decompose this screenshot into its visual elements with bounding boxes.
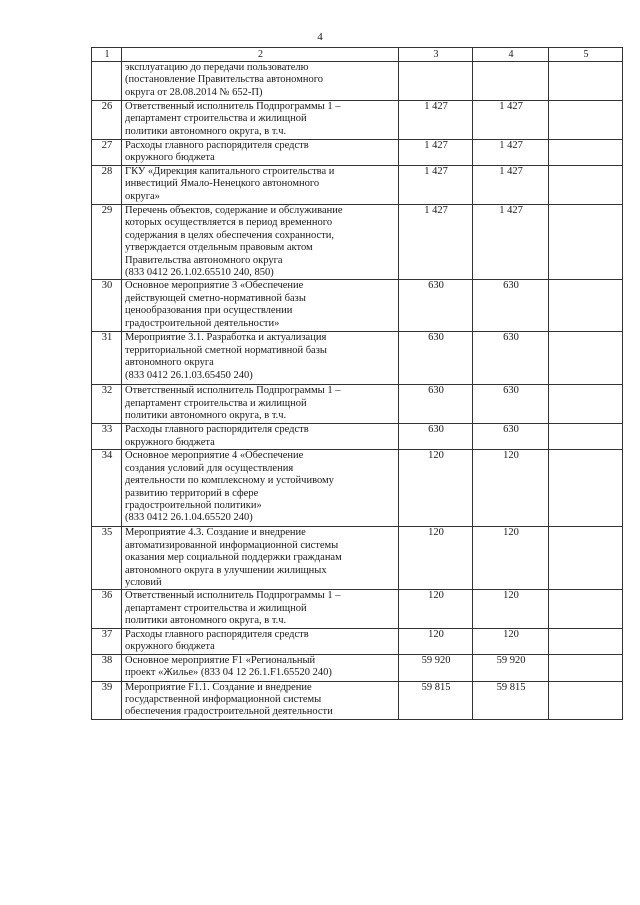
column-4-value: 1 427 <box>473 101 549 140</box>
column-5-value <box>549 140 623 166</box>
table-row <box>92 450 623 527</box>
row-description: Расходы главного распорядителя средств окружного бюджета <box>122 628 399 654</box>
column-5-value <box>549 332 623 385</box>
row-number: 36 <box>92 590 122 628</box>
table-row <box>92 385 623 424</box>
header-cell: 4 <box>473 48 549 62</box>
column-5-value <box>549 590 623 628</box>
column-5-value <box>549 62 623 101</box>
table-row <box>92 527 623 590</box>
row-description: Перечень объектов, содержание и обслуживание которых осуществляется в период временного содержания в целях обеспечения сохранности, утверждается отдельным правовым актом Правительства автономного округа (833 0412 26.1.02.65510 240, 850) <box>122 205 399 280</box>
row-number: 31 <box>92 332 122 385</box>
table-row <box>92 101 623 140</box>
table-header-row <box>92 48 623 62</box>
column-3-value: 630 <box>399 424 473 450</box>
row-number: 37 <box>92 628 122 654</box>
column-3-value: 630 <box>399 385 473 424</box>
row-description: Мероприятие 4.3. Создание и внедрение автоматизированной информационной системы оказания мер социальной поддержки гражданам автономного округа в улучшении жилищных условий <box>122 527 399 590</box>
row-number: 33 <box>92 424 122 450</box>
table-row <box>92 140 623 166</box>
table-row <box>92 424 623 450</box>
column-5-value <box>549 424 623 450</box>
column-3-value: 1 427 <box>399 101 473 140</box>
column-3-value: 120 <box>399 628 473 654</box>
header-cell: 3 <box>399 48 473 62</box>
column-5-value <box>549 280 623 332</box>
column-5-value <box>549 628 623 654</box>
row-description: Расходы главного распорядителя средств окружного бюджета <box>122 424 399 450</box>
row-description: Ответственный исполнитель Подпрограммы 1 – департамент строительства и жилищной политики автономного округа, в т.ч. <box>122 590 399 628</box>
table-row <box>92 205 623 280</box>
row-description: эксплуатацию до передачи пользователю (постановление Правительства автономного округа от 28.08.2014 № 652-П) <box>122 62 399 101</box>
row-number: 29 <box>92 205 122 280</box>
row-description: Ответственный исполнитель Подпрограммы 1 – департамент строительства и жилищной политики автономного округа, в т.ч. <box>122 101 399 140</box>
column-4-value <box>473 62 549 101</box>
row-description: ГКУ «Дирекция капитального строительства и инвестиций Ямало-Ненецкого автономного округа» <box>122 166 399 205</box>
column-3-value: 630 <box>399 332 473 385</box>
column-5-value <box>549 101 623 140</box>
column-4-value: 59 920 <box>473 654 549 681</box>
column-4-value: 120 <box>473 628 549 654</box>
column-3-value: 1 427 <box>399 140 473 166</box>
table-row <box>92 62 623 101</box>
row-number: 35 <box>92 527 122 590</box>
column-3-value: 59 920 <box>399 654 473 681</box>
table-row <box>92 332 623 385</box>
column-4-value: 120 <box>473 450 549 527</box>
column-5-value <box>549 527 623 590</box>
column-4-value: 120 <box>473 590 549 628</box>
column-5-value <box>549 205 623 280</box>
row-number: 34 <box>92 450 122 527</box>
column-3-value: 59 815 <box>399 681 473 719</box>
column-5-value <box>549 654 623 681</box>
table-row <box>92 166 623 205</box>
table-row <box>92 280 623 332</box>
column-4-value: 630 <box>473 280 549 332</box>
column-4-value: 59 815 <box>473 681 549 719</box>
page-number: 4 <box>317 31 323 43</box>
row-number: 27 <box>92 140 122 166</box>
header-cell: 2 <box>122 48 399 62</box>
column-5-value <box>549 166 623 205</box>
row-description: Ответственный исполнитель Подпрограммы 1 – департамент строительства и жилищной политики автономного округа, в т.ч. <box>122 385 399 424</box>
column-5-value <box>549 450 623 527</box>
row-number <box>92 62 122 101</box>
row-number: 32 <box>92 385 122 424</box>
row-number: 38 <box>92 654 122 681</box>
row-description: Расходы главного распорядителя средств окружного бюджета <box>122 140 399 166</box>
column-3-value: 1 427 <box>399 166 473 205</box>
column-4-value: 1 427 <box>473 140 549 166</box>
column-4-value: 120 <box>473 527 549 590</box>
row-description: Основное мероприятие 4 «Обеспечение создания условий для осуществления деятельности по комплексному и устойчивому развитию территорий в сфере градостроительной политики» (833 0412 26.1.04.65520 240) <box>122 450 399 527</box>
column-5-value <box>549 681 623 719</box>
column-3-value: 120 <box>399 590 473 628</box>
header-cell: 1 <box>92 48 122 62</box>
budget-table <box>91 47 623 720</box>
column-4-value: 630 <box>473 332 549 385</box>
table-row <box>92 628 623 654</box>
column-3-value <box>399 62 473 101</box>
row-description: Мероприятие F1.1. Создание и внедрение государственной информационной системы обеспечения градостроительной деятельности <box>122 681 399 719</box>
column-4-value: 630 <box>473 385 549 424</box>
row-number: 30 <box>92 280 122 332</box>
row-description: Основное мероприятие 3 «Обеспечение действующей сметно-нормативной базы ценообразования при осуществлении градостроительной деятельности» <box>122 280 399 332</box>
column-3-value: 1 427 <box>399 205 473 280</box>
table-row <box>92 681 623 719</box>
column-3-value: 630 <box>399 280 473 332</box>
row-description: Мероприятие 3.1. Разработка и актуализация территориальной сметной нормативной базы автономного округа (833 0412 26.1.03.65450 240) <box>122 332 399 385</box>
column-3-value: 120 <box>399 527 473 590</box>
row-description: Основное мероприятие F1 «Региональный проект «Жилье» (833 04 12 26.1.F1.65520 240) <box>122 654 399 681</box>
column-3-value: 120 <box>399 450 473 527</box>
row-number: 26 <box>92 101 122 140</box>
column-4-value: 630 <box>473 424 549 450</box>
column-5-value <box>549 385 623 424</box>
table-row <box>92 590 623 628</box>
table-row <box>92 654 623 681</box>
row-number: 28 <box>92 166 122 205</box>
column-4-value: 1 427 <box>473 205 549 280</box>
header-cell: 5 <box>549 48 623 62</box>
row-number: 39 <box>92 681 122 719</box>
column-4-value: 1 427 <box>473 166 549 205</box>
